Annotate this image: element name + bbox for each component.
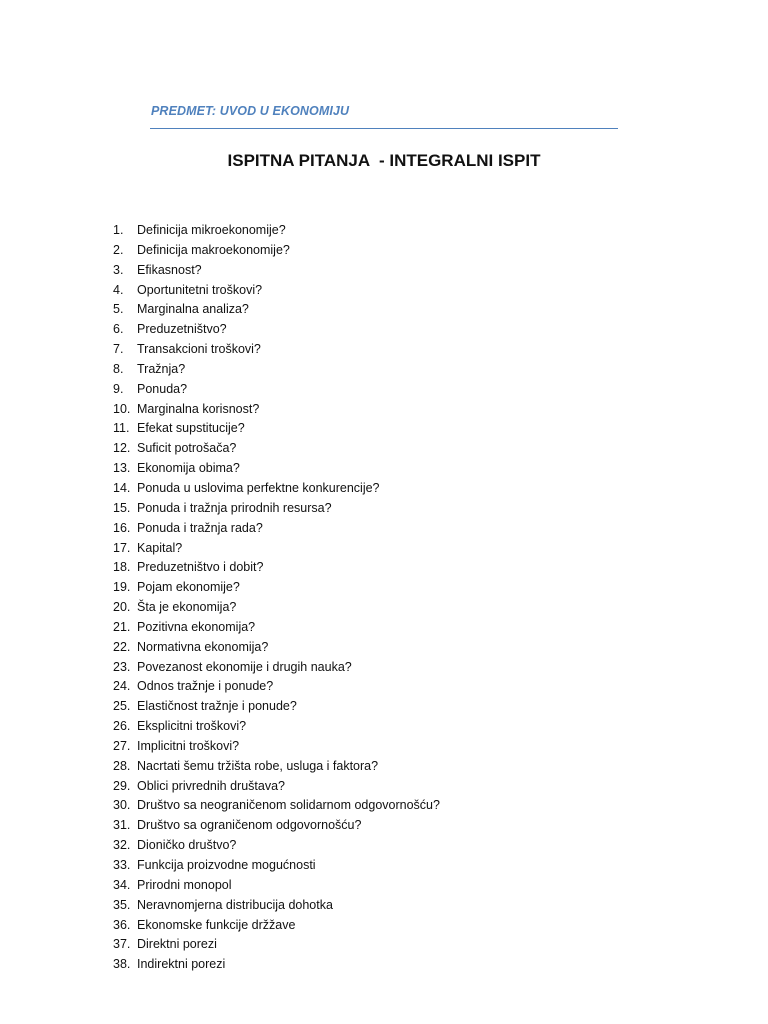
question-item — [113, 697, 440, 717]
question-item — [113, 539, 440, 559]
question-text: Ponuda i tražnja prirodnih resursa? — [137, 500, 332, 515]
question-item — [113, 578, 440, 598]
question-number: 18. — [113, 560, 131, 575]
question-text: Direktni porezi — [137, 937, 217, 952]
question-item — [113, 618, 440, 638]
question-number: 13. — [113, 461, 131, 476]
question-item — [113, 419, 440, 439]
question-item — [113, 658, 440, 678]
question-number: 38. — [113, 957, 131, 972]
question-item — [113, 400, 440, 420]
question-text: Tražnja? — [137, 361, 186, 376]
question-text: Marginalna analiza? — [137, 302, 249, 317]
question-item — [113, 380, 440, 400]
question-text: Društvo sa neograničenom solidarnom odgovornošću? — [137, 798, 440, 813]
subject-header: PREDMET: UVOD U EKONOMIJU — [151, 104, 350, 118]
question-item — [113, 935, 440, 955]
question-number: 15. — [113, 500, 131, 515]
question-text: Elastičnost tražnje i ponude? — [137, 699, 297, 714]
question-number: 4. — [113, 282, 124, 297]
page-title: ISPITNA PITANJA - INTEGRALNI ISPIT — [227, 151, 541, 170]
question-item — [113, 340, 440, 360]
question-item — [113, 876, 440, 896]
question-text: Definicija mikroekonomije? — [137, 223, 286, 237]
question-text: Oportunitetni troškovi? — [137, 282, 263, 297]
question-item — [113, 777, 440, 797]
question-item — [113, 320, 440, 340]
question-text: Efikasnost? — [137, 262, 202, 277]
question-item — [113, 896, 440, 916]
question-number: 9. — [113, 381, 124, 396]
question-number: 20. — [113, 600, 131, 615]
question-text: Ponuda u uslovima perfektne konkurencije? — [137, 480, 380, 495]
question-item — [113, 638, 440, 658]
question-text: Povezanost ekonomije i drugih nauka? — [137, 659, 352, 674]
question-number: 23. — [113, 659, 131, 674]
question-item — [113, 677, 440, 697]
question-text: Marginalna korisnost? — [137, 401, 260, 416]
question-text: Dioničko društvo? — [137, 838, 237, 853]
question-number: 36. — [113, 917, 131, 932]
question-number: 29. — [113, 778, 131, 793]
question-number: 1. — [113, 223, 124, 237]
question-number: 25. — [113, 699, 131, 714]
question-number: 11. — [113, 421, 130, 436]
question-item — [113, 360, 440, 380]
question-text: Funkcija proizvodne mogućnosti — [137, 858, 316, 872]
question-text: Eksplicitni troškovi? — [137, 719, 247, 734]
question-text: Pozitivna ekonomija? — [137, 619, 256, 634]
question-text: Ponuda? — [137, 381, 188, 396]
question-number: 3. — [113, 262, 124, 277]
question-number: 30. — [113, 798, 131, 813]
question-item — [113, 757, 440, 777]
question-item — [113, 300, 440, 320]
question-text: Šta je ekonomija? — [137, 600, 237, 615]
question-item — [113, 479, 440, 499]
header-divider — [150, 128, 618, 129]
question-text: Nacrtati šemu tržišta robe, usluga i faktora? — [137, 758, 379, 773]
question-number: 32. — [113, 838, 131, 853]
question-number: 35. — [113, 897, 131, 912]
question-number: 22. — [113, 639, 131, 654]
question-number: 14. — [113, 480, 131, 495]
question-item — [113, 459, 440, 479]
question-item — [113, 439, 440, 459]
question-text: Kapital? — [137, 540, 183, 555]
question-item — [113, 281, 440, 301]
question-number: 26. — [113, 719, 131, 734]
question-item — [113, 499, 440, 519]
question-number: 5. — [113, 302, 124, 317]
question-text: Suficit potrošača? — [137, 441, 237, 456]
question-item — [113, 796, 440, 816]
question-text: Implicitni troškovi? — [137, 738, 240, 753]
question-number: 19. — [113, 580, 131, 595]
question-number: 17. — [113, 540, 131, 555]
question-text: Indirektni porezi — [137, 957, 226, 972]
question-number: 10. — [113, 401, 131, 416]
question-item — [113, 836, 440, 856]
question-item — [113, 717, 440, 737]
question-item — [113, 737, 440, 757]
question-item — [113, 816, 440, 836]
question-number: 33. — [113, 858, 131, 872]
question-item — [113, 261, 440, 281]
question-text: Ekonomske funkcije držžave — [137, 917, 296, 932]
question-number: 2. — [113, 242, 124, 257]
question-number: 28. — [113, 758, 131, 773]
question-number: 7. — [113, 342, 124, 357]
question-item — [113, 519, 440, 539]
question-item — [113, 558, 440, 578]
question-number: 6. — [113, 322, 124, 337]
question-text: Odnos tražnje i ponude? — [137, 679, 274, 694]
question-text: Normativna ekonomija? — [137, 639, 269, 654]
question-item — [113, 856, 440, 876]
question-item — [113, 916, 440, 936]
question-text: Preduzetništvo? — [137, 322, 227, 337]
question-text: Neravnomjerna distribucija dohotka — [137, 897, 333, 912]
question-number: 24. — [113, 679, 131, 694]
question-item — [113, 955, 440, 975]
question-text: Ponuda i tražnja rada? — [137, 520, 263, 535]
question-text: Transakcioni troškovi? — [137, 342, 261, 357]
question-number: 27. — [113, 738, 131, 753]
question-number: 8. — [113, 361, 124, 376]
question-text: Društvo sa ograničenom odgovornošću? — [137, 818, 362, 833]
question-number: 31. — [113, 818, 131, 833]
question-text: Definicija makroekonomije? — [137, 242, 290, 257]
question-text: Pojam ekonomije? — [137, 580, 240, 595]
question-item — [113, 221, 440, 241]
question-number: 12. — [113, 441, 131, 456]
question-number: 21. — [113, 619, 131, 634]
question-number: 37. — [113, 937, 131, 952]
question-text: Prirodni monopol — [137, 877, 232, 892]
question-item — [113, 598, 440, 618]
question-text: Efekat supstitucije? — [137, 421, 245, 436]
question-text: Preduzetništvo i dobit? — [137, 560, 264, 575]
question-text: Oblici privrednih društava? — [137, 778, 285, 793]
question-list — [113, 221, 440, 975]
question-number: 34. — [113, 877, 131, 892]
question-number: 16. — [113, 520, 131, 535]
question-item — [113, 241, 440, 261]
question-text: Ekonomija obima? — [137, 461, 240, 476]
